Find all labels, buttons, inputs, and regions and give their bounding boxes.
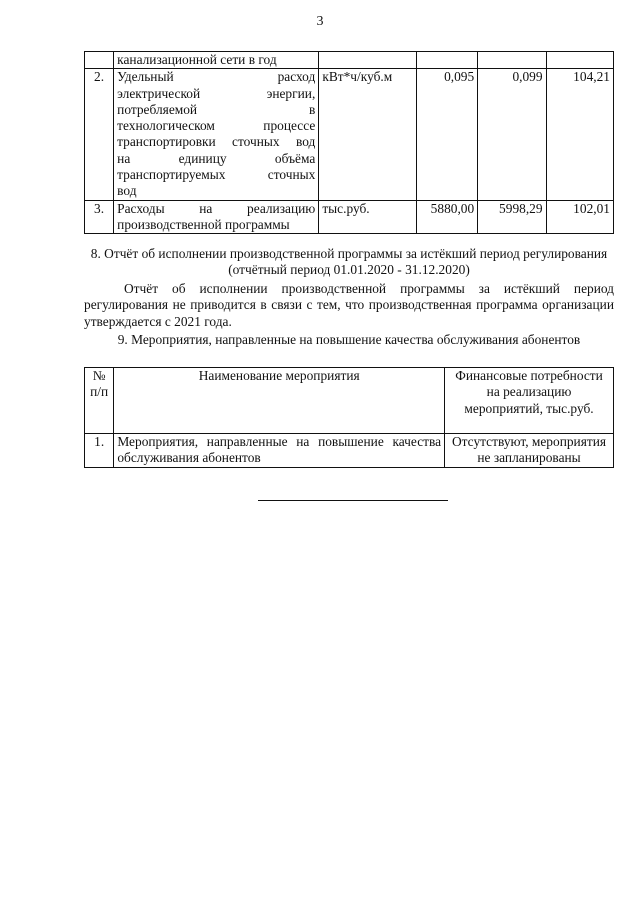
table-row [85,200,614,234]
column-header-measure: Наименование мероприятия [114,368,445,434]
row-number [85,52,114,69]
row-number: 1. [85,434,114,468]
closing-rule [258,500,448,501]
section-8-body: Отчёт об исполнении производственной программы за истёкший период регулирования не приводится в связи с тем, что производственная программа организации утверждается с 2021 года. [84,281,614,329]
indicator-name-line: вод [117,183,137,199]
page-number: 3 [316,14,324,29]
indicator-name-line: транспортировки сточных вод [117,134,316,150]
indicator-name-line: технологическом процессе [117,118,316,134]
value-cell: 0,095 [416,69,477,200]
measure-name: Мероприятия, направленные на повышение качества обслуживания абонентов [114,434,445,468]
row-number: 3. [85,200,114,234]
table-header-row [85,368,614,434]
value-cell: 102,01 [546,200,613,234]
value-cell [416,52,477,69]
indicator-name [114,52,319,69]
value-cell [546,52,613,69]
indicator-name-line: электрической энергии, [117,85,316,101]
finance-value: Отсутствуют, мероприятия не запланированы [445,434,614,468]
value-cell [478,52,546,69]
row-number: 2. [85,69,114,200]
unit-cell [319,52,417,69]
unit-cell: тыс.руб. [319,200,417,234]
section-9-heading: 9. Мероприятия, направленные на повышение качества обслуживания абонентов [117,332,581,347]
section-8-heading: 8. Отчёт об исполнении производственной программы за истёкший период регулирования (отчётный период 01.01.2020 - 31.12.2020) [90,246,608,278]
indicator-name-line: на единицу объёма [117,150,316,166]
indicator-name [114,200,319,234]
indicator-name-line: производственной программы [117,216,290,232]
indicator-name-line: транспортируемых сточных [117,167,316,183]
value-cell: 5880,00 [416,200,477,234]
column-header-number: № п/п [85,368,114,434]
value-cell: 0,099 [478,69,546,200]
indicators-table [84,51,614,234]
indicator-name-line: потребляемой в [117,101,316,117]
value-cell: 5998,29 [478,200,546,234]
table-row [85,52,614,69]
table-row [85,434,614,468]
measures-table [84,367,614,468]
indicator-name-line: Расходы на реализацию [117,200,316,216]
indicator-name-line: канализационной сети в год [117,52,277,67]
table-row [85,69,614,200]
indicator-name-line: Удельный расход [117,69,316,85]
unit-cell: кВт*ч/куб.м [319,69,417,200]
value-cell: 104,21 [546,69,613,200]
indicator-name [114,69,319,200]
column-header-finance: Финансовые потребности на реализацию мероприятий, тыс.руб. [445,368,614,434]
